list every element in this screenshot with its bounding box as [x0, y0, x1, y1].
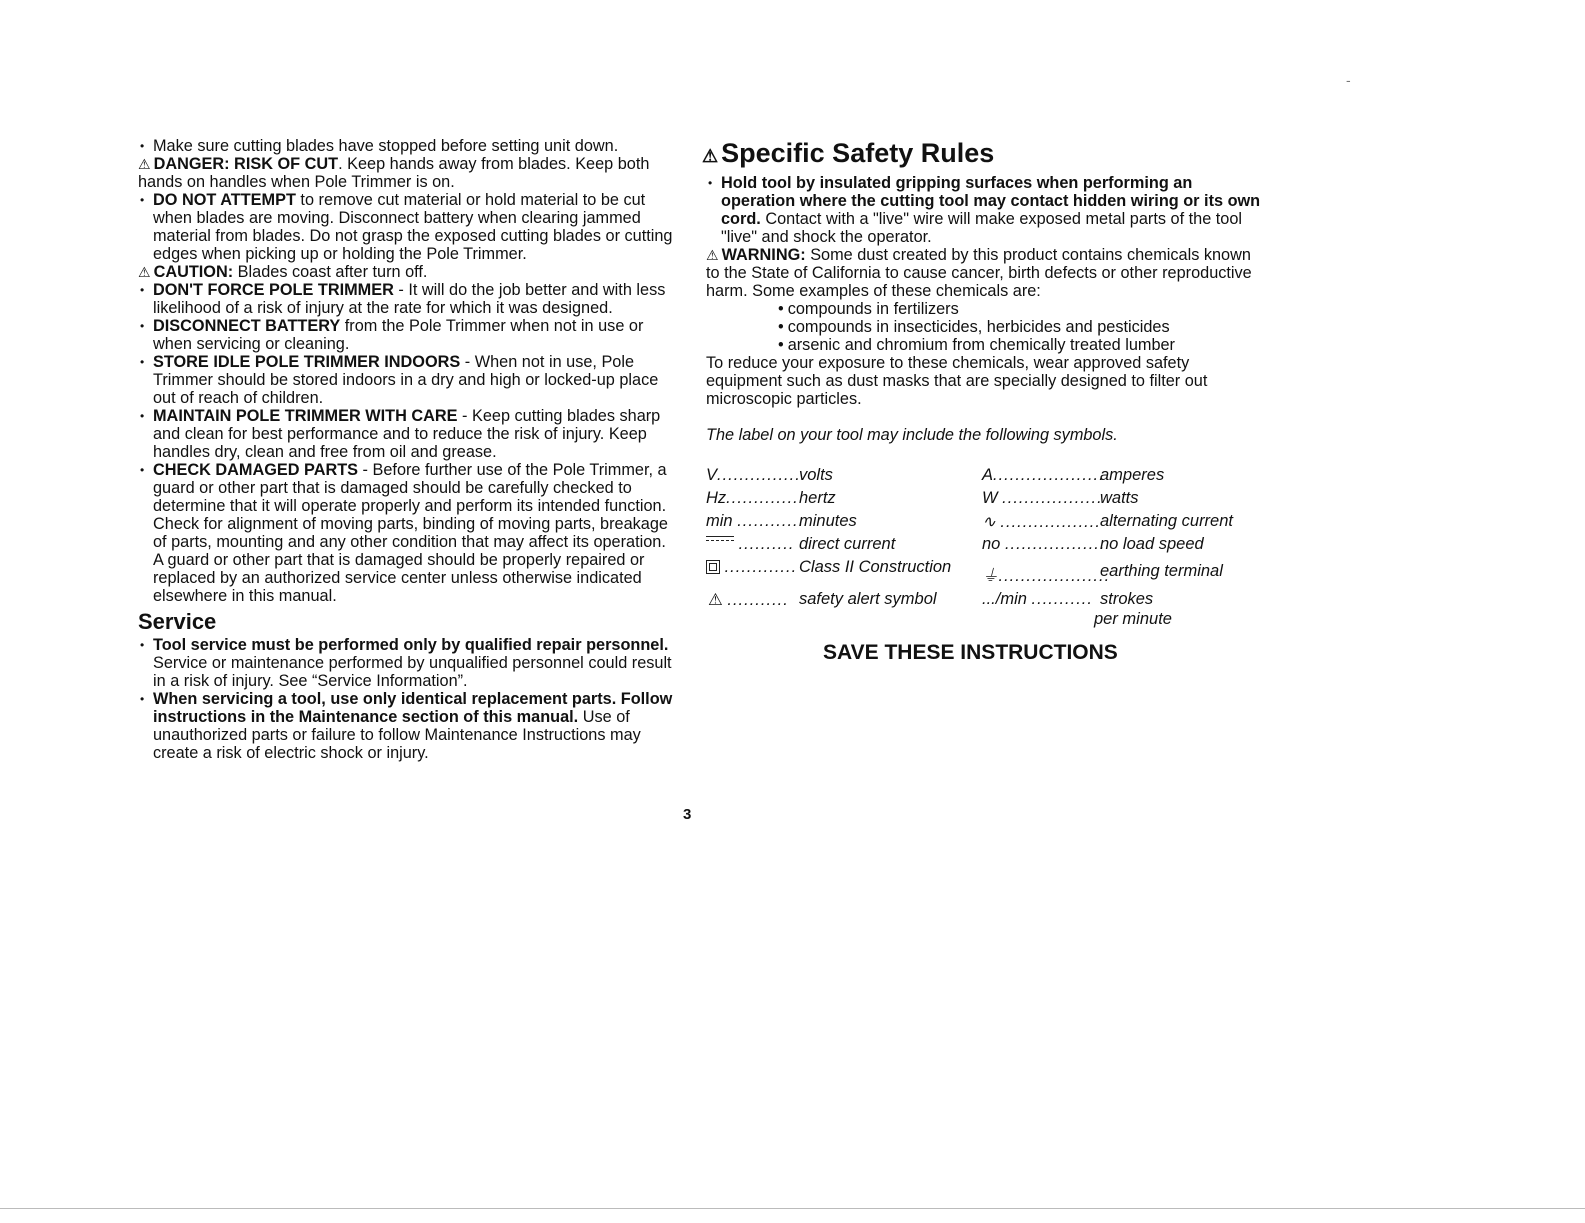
danger-label: DANGER: RISK OF CUT — [153, 155, 339, 173]
safety-alert-icon: ⚠ — [708, 591, 723, 609]
class-two-construction-icon — [706, 560, 720, 574]
symbol-row: .......... direct current no .................. no load speed — [706, 535, 1266, 557]
symbol-row: ............. Class II Construction ⏚.................... earthing terminal — [706, 558, 1266, 580]
bullet-maintain: • MAINTAIN POLE TRIMMER WITH CARE - Keep cutting blades sharp and clean for best performance and to reduce the risk of injury. Keep handles dry, clean and free from oil and grease. — [138, 407, 673, 461]
earthing-terminal-icon: ⏚ — [982, 567, 999, 585]
warning-triangle-icon: ⚠ — [138, 264, 151, 280]
symbol-row: min ............ minutes ∿ .................. alternating current — [706, 512, 1233, 531]
warning-triangle-icon: ⚠ — [702, 146, 719, 166]
chemical-item: • compounds in insecticides, herbicides and pesticides — [778, 318, 1170, 336]
danger-paragraph: ⚠ DANGER: RISK OF CUT. Keep hands away from blades. Keep both hands on handles when Pole Trimmer is on. — [138, 155, 650, 191]
warning-paragraph: ⚠ WARNING: Some dust created by this product contains chemicals known to the State of California to cause cancer, birth defects or other reproductive harm. Some examples of these chemicals are: — [706, 246, 1252, 300]
symbol-row: Hz............. hertz W .................. watts — [706, 489, 1139, 507]
bullet-store-indoors: • STORE IDLE POLE TRIMMER INDOORS - When not in use, Pole Trimmer should be stored indoors in a dry and high or locked-up place out of reach of children. — [138, 353, 673, 407]
bullet-check-damaged: • CHECK DAMAGED PARTS - Before further use of the Pole Trimmer, a guard or other part that is damaged should be carefully checked to determine that it will operate properly and perform its intended function. Check for alignment of moving parts, binding of moving parts, breakage of parts, mounting and any other condition that may affect its operation. A guard or other part that is damaged should be properly repaired or replaced by an authorized service center unless otherwise indicated elsewhere in this manual. — [138, 461, 673, 605]
symbol-row: per minute — [1094, 610, 1172, 628]
bullet-blades-stopped: • Make sure cutting blades have stopped before setting unit down. — [138, 137, 673, 155]
caution-paragraph: ⚠ CAUTION: Blades coast after turn off. — [138, 263, 428, 281]
page-number: 3 — [683, 806, 692, 823]
bullet-disconnect-battery: • DISCONNECT BATTERY from the Pole Trimmer when not in use or when servicing or cleaning. — [138, 317, 673, 353]
bullet-service-parts: • When servicing a tool, use only identical replacement parts. Follow instructions in the Maintenance section of this manual. Use of unauthorized parts or failure to follow Maintenance Instructions may create a risk of electric shock or injury. — [138, 690, 673, 762]
reduce-exposure-paragraph: To reduce your exposure to these chemicals, wear approved safety equipment such as dust masks that are specially designed to filter out microscopic particles. — [706, 354, 1208, 408]
alternating-current-icon: ∿ — [982, 513, 996, 531]
bullet-service-qualified: • Tool service must be performed only by qualified repair personnel. Service or maintenance performed by unqualified personnel could result in a risk of injury. See “Service Information”. — [138, 636, 673, 690]
chemical-item: • compounds in fertilizers — [778, 300, 959, 318]
symbols-caption: The label on your tool may include the following symbols. — [706, 426, 1118, 444]
corner-mark: - — [1346, 72, 1351, 88]
right-column — [702, 137, 1266, 444]
bullet-do-not-attempt: • DO NOT ATTEMPT to remove cut material or hold material to be cut when blades are moving. Disconnect battery when clearing jammed material from blades. Do not grasp the exposed cutting blades or cutting edges when picking up or holding the Pole Trimmer. — [138, 191, 673, 263]
symbol-row: ⚠ ........... safety alert symbol .../min ........... strokes — [708, 590, 1154, 609]
direct-current-icon — [706, 536, 734, 545]
bullet-insulated-grip: • Hold tool by insulated gripping surfaces when performing an operation where the cutting tool may contact hidden wiring or its own cord. Contact with a "live" wire will make exposed metal parts of the tool "live" and shock the operator. — [706, 174, 1266, 246]
warning-triangle-icon: ⚠ — [706, 247, 719, 263]
scan-edge-line — [0, 1208, 1585, 1209]
service-heading: Service — [138, 609, 217, 634]
chemical-item: • arsenic and chromium from chemically treated lumber — [778, 336, 1175, 354]
warning-triangle-icon: ⚠ — [138, 156, 151, 172]
left-column — [138, 137, 673, 762]
symbol-row: V................ volts A.................... amperes — [706, 466, 1165, 484]
save-instructions-heading: SAVE THESE INSTRUCTIONS — [823, 641, 1118, 664]
bullet-dont-force: • DON'T FORCE POLE TRIMMER - It will do the job better and with less likelihood of a risk of injury at the rate for which it was designed. — [138, 281, 673, 317]
specific-safety-rules-heading: ⚠ Specific Safety Rules — [702, 137, 1266, 172]
